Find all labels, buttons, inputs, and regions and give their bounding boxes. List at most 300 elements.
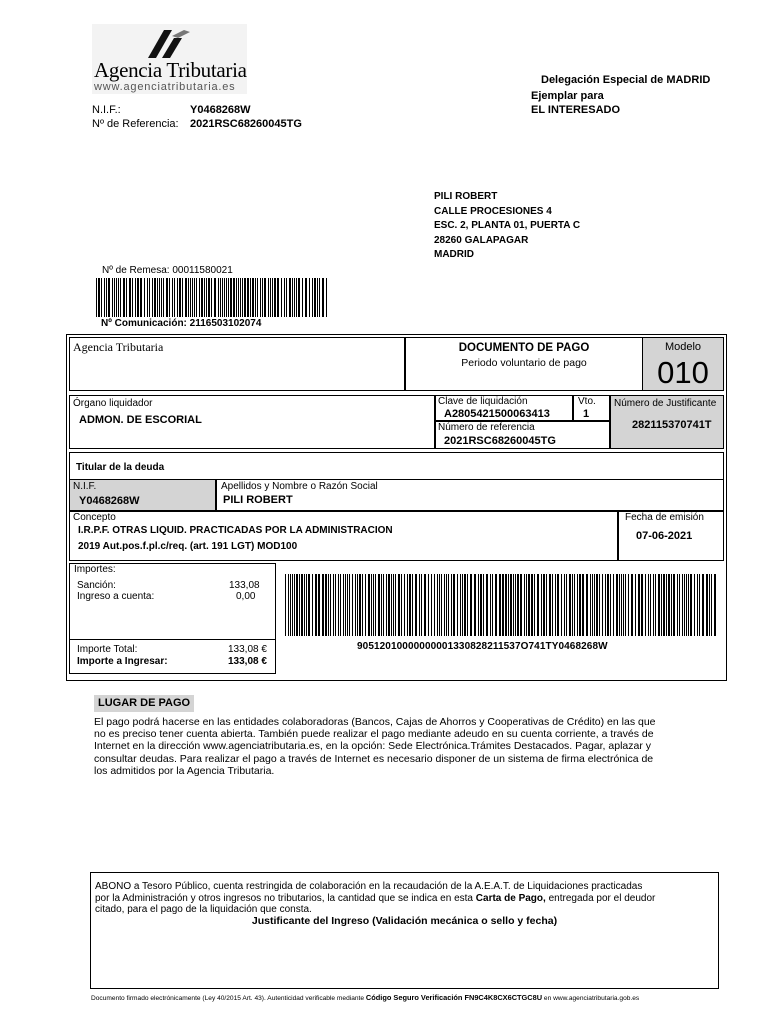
- barcode-bar: [290, 574, 291, 636]
- barcode-bar: [230, 278, 232, 317]
- barcode-bar: [709, 574, 710, 636]
- barcode-bar: [289, 278, 291, 317]
- barcode-bar: [362, 574, 363, 636]
- barcode-bar: [616, 574, 618, 636]
- barcode-bar: [517, 574, 519, 636]
- barcode-bar: [543, 574, 545, 636]
- barcode-bar: [577, 574, 578, 636]
- csv-code: Código Seguro Verificación FN9C4K8CX6CTGC8U: [365, 993, 543, 1002]
- vto-value: 1: [583, 408, 590, 420]
- nombre-box: [216, 479, 724, 511]
- barcode-bar: [460, 574, 461, 636]
- barcode-bar: [228, 278, 229, 317]
- remesa-number: Nº de Remesa: 00011580021: [102, 265, 233, 276]
- barcode-bar: [98, 278, 100, 317]
- barcode-bar: [132, 278, 133, 317]
- clave-box: [435, 395, 573, 421]
- barcode-bar: [619, 574, 620, 636]
- barcode-bar: [673, 574, 675, 636]
- barcode-bar: [292, 278, 293, 317]
- form-agency: Agencia Tributaria: [73, 340, 164, 354]
- barcode-bar: [373, 574, 374, 636]
- barcode-bar: [333, 574, 334, 636]
- barcode-bar: [96, 278, 97, 317]
- barcode-bar: [684, 574, 685, 636]
- barcode-bar: [255, 278, 256, 317]
- barcode-bar: [318, 574, 320, 636]
- ingreso-cuenta-value: 0,00: [236, 591, 256, 602]
- barcode-bar: [108, 278, 110, 317]
- barcode-bar: [631, 574, 633, 636]
- barcode-bar: [564, 574, 565, 636]
- barcode-bar: [347, 574, 348, 636]
- barcode-bar: [199, 278, 200, 317]
- modelo-label: Modelo: [664, 341, 702, 353]
- barcode-bar: [508, 574, 509, 636]
- concepto-box: [69, 511, 618, 561]
- barcode-bar: [114, 278, 115, 317]
- footer-post: en www.agenciatributaria.gob.es: [542, 995, 640, 1002]
- barcode-bar: [129, 278, 131, 317]
- barcode-bar: [345, 574, 346, 636]
- barcode-bar: [214, 278, 216, 317]
- numref-label: Número de referencia: [438, 422, 535, 433]
- delegacion: Delegación Especial de MADRID: [541, 74, 711, 86]
- barcode-bar: [116, 278, 117, 317]
- barcode-bar: [208, 278, 210, 317]
- barcode-bar: [388, 574, 390, 636]
- barcode-bar: [679, 574, 680, 636]
- importe-total-label: Importe Total:: [77, 644, 138, 655]
- barcode-bar: [602, 574, 603, 636]
- organo-value: ADMON. DE ESCORIAL: [79, 414, 202, 426]
- address-line: MADRID: [434, 249, 474, 260]
- barcode-bar: [299, 574, 300, 636]
- barcode-bar: [352, 574, 353, 636]
- barcode-bar: [607, 574, 609, 636]
- barcode-bar: [478, 574, 479, 636]
- barcode-number: 90512010000000001330828211537O741TY0468268W: [357, 641, 608, 652]
- importes-box: [69, 563, 276, 674]
- fecha-label: Fecha de emisión: [625, 512, 704, 523]
- barcode-bar: [371, 574, 372, 636]
- barcode-bar: [286, 278, 287, 317]
- barcode-bar: [470, 574, 472, 636]
- barcode-bar: [596, 574, 598, 636]
- barcode-bar: [474, 574, 476, 636]
- barcode-bar: [621, 574, 622, 636]
- barcode-bar: [557, 574, 559, 636]
- barcode-bar: [359, 574, 361, 636]
- barcode-bar: [555, 574, 556, 636]
- barcode-bar: [613, 574, 614, 636]
- barcode-bar: [404, 574, 405, 636]
- barcode-bar: [118, 278, 119, 317]
- barcode-bar: [663, 574, 665, 636]
- barcode-bar: [605, 574, 606, 636]
- barcode-bar: [467, 574, 468, 636]
- abono-box: [90, 872, 719, 989]
- barcode-bar: [349, 574, 350, 636]
- barcode-bar: [677, 574, 678, 636]
- ingreso-cuenta-label: Ingreso a cuenta:: [77, 591, 155, 602]
- importes-label: Importes:: [74, 564, 116, 575]
- barcode-bar: [157, 278, 158, 317]
- barcode-bar: [296, 278, 297, 317]
- barcode-bar: [661, 574, 662, 636]
- barcode-bar: [294, 574, 295, 636]
- barcode-bar: [439, 574, 440, 636]
- numjust-label: Número de Justificante: [614, 398, 717, 409]
- barcode-bar: [226, 278, 227, 317]
- abono-line: citado, para el pago de la liquidación que consta.: [95, 904, 312, 915]
- barcode-bar: [424, 574, 426, 636]
- importe-total-value: 133,08 €: [228, 644, 267, 655]
- barcode-bar: [381, 574, 382, 636]
- barcode-bar: [682, 574, 683, 636]
- barcode-bar: [152, 278, 153, 317]
- barcode-bar: [182, 278, 183, 317]
- barcode-bar: [242, 278, 243, 317]
- barcode-bar: [582, 574, 584, 636]
- barcode-bar: [480, 574, 482, 636]
- barcode-bar: [441, 574, 442, 636]
- barcode-bar: [163, 278, 164, 317]
- logo-mark-icon: [138, 26, 198, 60]
- nombre-label: Apellidos y Nombre o Razón Social: [221, 481, 378, 492]
- barcode-bar: [322, 574, 324, 636]
- barcode-bar: [653, 574, 654, 636]
- barcode-bar: [391, 574, 392, 636]
- concepto-line2: 2019 Aut.pos.f.pl.c/req. (art. 191 LGT) MOD100: [78, 541, 298, 552]
- header-nif-label: N.I.F.:: [92, 104, 121, 116]
- barcode-bar: [368, 574, 370, 636]
- barcode-bar: [383, 574, 384, 636]
- barcode-bar: [546, 574, 547, 636]
- barcode-bar: [694, 574, 695, 636]
- barcode-bar: [645, 574, 646, 636]
- barcode-bar: [714, 574, 716, 636]
- barcode-bar: [302, 278, 303, 317]
- fecha-value: 07-06-2021: [636, 530, 693, 542]
- importes-divider: [70, 639, 275, 640]
- barcode-bar: [247, 278, 249, 317]
- barcode-bar: [697, 574, 698, 636]
- modelo-box: [642, 337, 724, 391]
- barcode-bar: [688, 574, 689, 636]
- barcode-bar: [437, 574, 438, 636]
- barcode-bar: [317, 278, 318, 317]
- address-line: ESC. 2, PLANTA 01, PUERTA C: [434, 220, 581, 231]
- barcode-bar: [326, 278, 327, 317]
- barcode-bar: [492, 574, 493, 636]
- doc-subtitle: Periodo voluntario de pago: [461, 357, 587, 369]
- address-line: CALLE PROCESIONES 4: [434, 205, 552, 217]
- barcode-bar: [706, 574, 708, 636]
- address-line: 28260 GALAPAGAR: [434, 234, 529, 246]
- barcode-bar: [528, 574, 530, 636]
- clave-value: A2805421500063413: [444, 408, 550, 420]
- barcode-bar: [277, 278, 279, 317]
- barcode-bar: [201, 278, 203, 317]
- nif-value: Y0468268W: [79, 495, 140, 507]
- barcode-bar: [206, 278, 207, 317]
- barcode-bar: [123, 278, 125, 317]
- abono-line-pre: por la Administración y otros ingresos no tributarios, la cantidad que se indica en esta: [95, 892, 476, 904]
- barcode-bar: [104, 278, 105, 317]
- carta-de-pago: Carta de Pago,: [475, 892, 546, 904]
- barcode-bar: [590, 574, 591, 636]
- barcode-bar: [154, 278, 156, 317]
- barcode-bar: [301, 574, 303, 636]
- barcode-bar: [464, 574, 466, 636]
- barcode-bar: [655, 574, 656, 636]
- barcode-bar: [638, 574, 640, 636]
- barcode-bar: [666, 574, 667, 636]
- barcode-bar: [409, 574, 411, 636]
- barcode-bar: [690, 574, 692, 636]
- numjust-box: [610, 395, 724, 449]
- barcode-bar: [120, 278, 121, 317]
- logo-url: www.agenciatributaria.es: [94, 81, 236, 93]
- barcode-bar: [296, 574, 298, 636]
- remesa-barcode: [96, 278, 328, 317]
- barcode-bar: [177, 278, 178, 317]
- barcode-bar: [204, 278, 205, 317]
- barcode-bar: [312, 278, 313, 317]
- vto-label: Vto.: [578, 396, 596, 407]
- numjust-value: 282115370741T: [632, 419, 712, 431]
- barcode-bar: [526, 574, 527, 636]
- concepto-line1: I.R.P.F. OTRAS LIQUID. PRACTICADAS POR LA ADMINISTRACION: [78, 525, 393, 536]
- barcode-bar: [260, 278, 261, 317]
- barcode-bar: [309, 278, 310, 317]
- barcode-bar: [322, 278, 324, 317]
- barcode-bar: [233, 278, 235, 317]
- barcode-bar: [386, 574, 387, 636]
- barcode-bar: [194, 278, 195, 317]
- lugar-line: consultar deudas. Para realizar el pago a través de Internet es necesario disponer de un sistema de firma electrónica de: [94, 752, 654, 765]
- importe-ingresar-value: 133,08 €: [228, 656, 267, 667]
- barcode-bar: [486, 574, 488, 636]
- abono-line-post: entregada por el deudor: [545, 892, 656, 904]
- barcode-bar: [393, 574, 394, 636]
- barcode-bar: [561, 574, 562, 636]
- barcode-bar: [625, 574, 626, 636]
- nombre-value: PILI ROBERT: [223, 494, 293, 506]
- payment-barcode: [285, 574, 717, 636]
- fecha-box: [618, 511, 724, 561]
- barcode-bar: [244, 278, 246, 317]
- barcode-bar: [236, 278, 237, 317]
- lugar-title: LUGAR DE PAGO: [94, 695, 194, 712]
- barcode-bar: [569, 574, 571, 636]
- barcode-bar: [668, 574, 670, 636]
- justificante-title: Justificante del Ingreso (Validación mecánica o sello y fecha): [251, 915, 558, 927]
- barcode-bar: [190, 278, 191, 317]
- barcode-bar: [169, 278, 170, 317]
- barcode-bar: [462, 574, 463, 636]
- barcode-bar: [453, 574, 455, 636]
- abono-line: [95, 893, 655, 905]
- numref-box: [435, 421, 610, 449]
- doc-title-box: [405, 337, 643, 391]
- barcode-bar: [586, 574, 588, 636]
- sancion-label: Sanción:: [77, 580, 116, 591]
- barcode-bar: [407, 574, 408, 636]
- footer-note: [91, 993, 639, 1002]
- barcode-bar: [174, 278, 175, 317]
- barcode-bar: [252, 278, 254, 317]
- address-line: PILI ROBERT: [434, 191, 498, 202]
- barcode-bar: [192, 278, 193, 317]
- barcode-bar: [524, 574, 525, 636]
- barcode-bar: [520, 574, 522, 636]
- barcode-bar: [292, 574, 293, 636]
- barcode-bar: [196, 278, 197, 317]
- barcode-bar: [172, 278, 173, 317]
- barcode-bar: [264, 278, 266, 317]
- barcode-bar: [328, 574, 329, 636]
- barcode-bar: [515, 574, 516, 636]
- clave-label: Clave de liquidación: [438, 396, 528, 407]
- barcode-bar: [365, 574, 366, 636]
- barcode-bar: [628, 574, 629, 636]
- doc-title: DOCUMENTO DE PAGO: [458, 342, 590, 354]
- barcode-bar: [623, 574, 624, 636]
- barcode-bar: [281, 278, 282, 317]
- barcode-bar: [531, 574, 533, 636]
- barcode-bar: [211, 278, 212, 317]
- barcode-bar: [671, 574, 672, 636]
- ejemplar-value: EL INTERESADO: [531, 104, 621, 116]
- barcode-bar: [434, 574, 435, 636]
- barcode-bar: [510, 574, 512, 636]
- barcode-bar: [135, 278, 136, 317]
- barcode-bar: [185, 278, 187, 317]
- barcode-bar: [592, 574, 593, 636]
- abono-line: ABONO a Tesoro Público, cuenta restringida de colaboración en la recaudación de la A.E.A.T. de Liquidaciones practicadas: [95, 881, 643, 892]
- barcode-bar: [415, 574, 417, 636]
- barcode-bar: [272, 278, 273, 317]
- barcode-bar: [446, 574, 447, 636]
- barcode-bar: [499, 574, 501, 636]
- barcode-bar: [335, 574, 336, 636]
- barcode-bar: [338, 574, 339, 636]
- barcode-bar: [294, 278, 295, 317]
- barcode-bar: [658, 574, 660, 636]
- barcode-bar: [343, 574, 344, 636]
- barcode-bar: [308, 574, 310, 636]
- barcode-bar: [144, 278, 145, 317]
- abono-text: [95, 881, 655, 916]
- nif-box: [69, 479, 216, 511]
- barcode-bar: [305, 278, 307, 317]
- barcode-bar: [166, 278, 168, 317]
- barcode-bar: [541, 574, 542, 636]
- barcode-bar: [357, 574, 358, 636]
- barcode-bar: [288, 574, 289, 636]
- agency-logo: [92, 24, 247, 94]
- lugar-line: El pago podrá hacerse en las entidades colaboradoras (Bancos, Cajas de Ahorros y Cooperativas de Crédito) en las que: [94, 716, 656, 728]
- barcode-bar: [298, 278, 300, 317]
- modelo-value: 010: [657, 355, 709, 390]
- barcode-bar: [513, 574, 514, 636]
- lugar-line: Internet en la dirección www.agenciatributaria.es, en la opción: Sede Electrónica.Trámites Destacados. Pagar, aplazar y: [94, 740, 651, 753]
- header-ref-label: Nº de Referencia:: [92, 118, 179, 130]
- barcode-bar: [222, 278, 223, 317]
- barcode-bar: [284, 278, 285, 317]
- barcode-bar: [285, 574, 286, 636]
- barcode-bar: [270, 278, 271, 317]
- importe-ingresar-label: Importe a Ingresar:: [77, 656, 168, 667]
- header-nif-value: Y0468268W: [190, 104, 251, 116]
- titular-box: [69, 452, 724, 480]
- barcode-bar: [401, 574, 402, 636]
- barcode-bar: [188, 278, 189, 317]
- barcode-bar: [101, 278, 102, 317]
- ejemplar-label: Ejemplar para: [531, 90, 604, 102]
- barcode-bar: [572, 574, 573, 636]
- address-block: [434, 190, 580, 263]
- logo-title: Agencia Tributaria: [94, 58, 247, 82]
- barcode-bar: [112, 278, 113, 317]
- barcode-bar: [375, 574, 376, 636]
- barcode-bar: [218, 278, 219, 317]
- barcode-bar: [502, 574, 504, 636]
- barcode-bar: [599, 574, 600, 636]
- barcode-bar: [699, 574, 700, 636]
- barcode-bar: [549, 574, 551, 636]
- barcode-bar: [490, 574, 491, 636]
- barcode-bar: [702, 574, 704, 636]
- barcode-bar: [224, 278, 225, 317]
- barcode-bar: [395, 574, 396, 636]
- barcode-bar: [648, 574, 649, 636]
- barcode-bar: [412, 574, 413, 636]
- barcode-bar: [448, 574, 449, 636]
- barcode-bar: [457, 574, 458, 636]
- barcode-bar: [126, 278, 127, 317]
- barcode-bar: [262, 278, 263, 317]
- barcode-bar: [419, 574, 420, 636]
- barcode-bar: [268, 278, 269, 317]
- organo-label: Órgano liquidador: [73, 398, 153, 409]
- barcode-bar: [220, 278, 221, 317]
- barcode-bar: [711, 574, 712, 636]
- header-ref-value: 2021RSC68260045TG: [190, 118, 302, 130]
- barcode-bar: [610, 574, 611, 636]
- lugar-line: los admitidos por la Agencia Tributaria.: [94, 764, 275, 777]
- barcode-bar: [686, 574, 687, 636]
- barcode-bar: [566, 574, 567, 636]
- barcode-bar: [312, 574, 313, 636]
- barcode-bar: [641, 574, 643, 636]
- barcode-bar: [444, 574, 445, 636]
- lugar-line: no es preciso tener cuenta abierta. También puede realizar el pago mediante adeudo en su cuenta corriente, a través de: [94, 728, 654, 741]
- barcode-bar: [314, 278, 316, 317]
- barcode-bar: [137, 278, 139, 317]
- barcode-bar: [306, 574, 307, 636]
- sancion-value: 133,08: [229, 580, 260, 591]
- barcode-bar: [355, 574, 356, 636]
- barcode-bar: [159, 278, 160, 317]
- barcode-bar: [451, 574, 452, 636]
- footer-pre: Documento firmado electrónicamente (Ley 40/2015 Art. 43). Autenticidad verificable mediante: [91, 995, 366, 1002]
- barcode-bar: [574, 574, 575, 636]
- barcode-bar: [149, 278, 150, 317]
- barcode-bar: [650, 574, 651, 636]
